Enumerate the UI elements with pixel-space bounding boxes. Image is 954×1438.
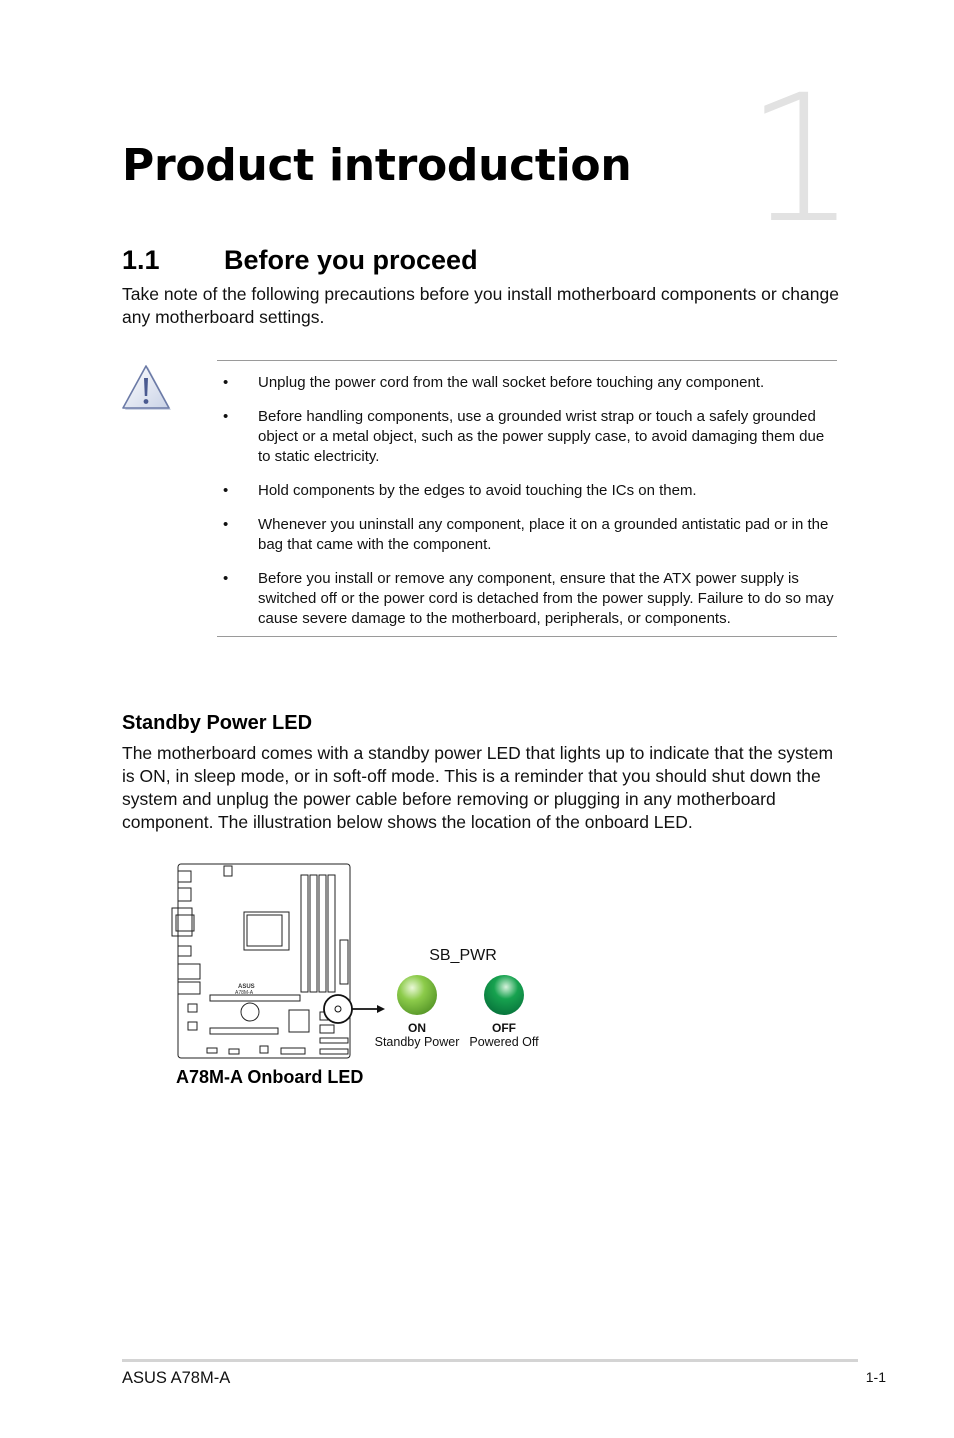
- board-model: A78M-A: [235, 990, 254, 996]
- bullet: •: [223, 408, 229, 425]
- section-title: Before you proceed: [224, 245, 478, 275]
- sb-pwr-led-marker: [324, 995, 385, 1023]
- bullet: •: [223, 374, 229, 391]
- led-on-indicator: [397, 975, 437, 1015]
- board-brand: ASUS: [238, 984, 255, 990]
- caution-item-text: Whenever you uninstall any component, place it on a grounded antistatic pad or in the bag that came with the component.: [258, 516, 829, 553]
- bullet: •: [223, 516, 229, 533]
- board-logo: [235, 984, 255, 996]
- bullet: •: [223, 570, 229, 587]
- caution-item-text: Before handling components, use a grounded wrist strap or touch a safely grounded object or a metal object, such as the power supply case, to avoid damaging them due to static electricity.: [258, 408, 825, 465]
- caution-note-box: [217, 360, 837, 637]
- standby-led-paragraph: The motherboard comes with a standby power LED that lights up to indicate that the system is ON, in sleep mode, or in soft-off mode. This is a reminder that you should shut down the system and unplug the power cable before removing or plugging in any motherboard component. The illustration below shows the location of the onboard LED.: [122, 743, 834, 832]
- led-off-indicator: [484, 975, 524, 1015]
- onboard-led-diagram: [165, 860, 565, 1065]
- bullet: •: [223, 482, 229, 499]
- chapter-title: Product introduction: [122, 140, 632, 191]
- chapter-number: 1: [745, 57, 857, 262]
- led-label: SB_PWR: [429, 947, 497, 964]
- caution-triangle-icon: [121, 364, 173, 414]
- led-off-description: Powered Off: [469, 1035, 539, 1049]
- footer-page-number: 1-1: [865, 1369, 886, 1385]
- caution-item-text: Hold components by the edges to avoid touching the ICs on them.: [258, 482, 697, 499]
- section-number: 1.1: [122, 245, 160, 275]
- caution-item-text: Before you install or remove any component, ensure that the ATX power supply is switched off or the power cord is detached from the power supply. Failure to do so may cause severe damage to the motherboard, peripherals, or components.: [258, 570, 834, 627]
- section-intro: Take note of the following precautions before you install motherboard components or change any motherboard settings.: [122, 284, 839, 327]
- led-on-description: Standby Power: [374, 1035, 460, 1049]
- standby-led-heading: Standby Power LED: [122, 712, 313, 734]
- caution-item-text: Unplug the power cord from the wall socket before touching any component.: [258, 374, 765, 391]
- led-on-state: ON: [408, 1021, 426, 1035]
- footer-product-name: ASUS A78M-A: [122, 1369, 231, 1387]
- footer-divider: [122, 1359, 858, 1362]
- led-off-state: OFF: [492, 1021, 516, 1035]
- diagram-caption: A78M-A Onboard LED: [176, 1067, 364, 1087]
- motherboard-outline: [172, 864, 350, 1058]
